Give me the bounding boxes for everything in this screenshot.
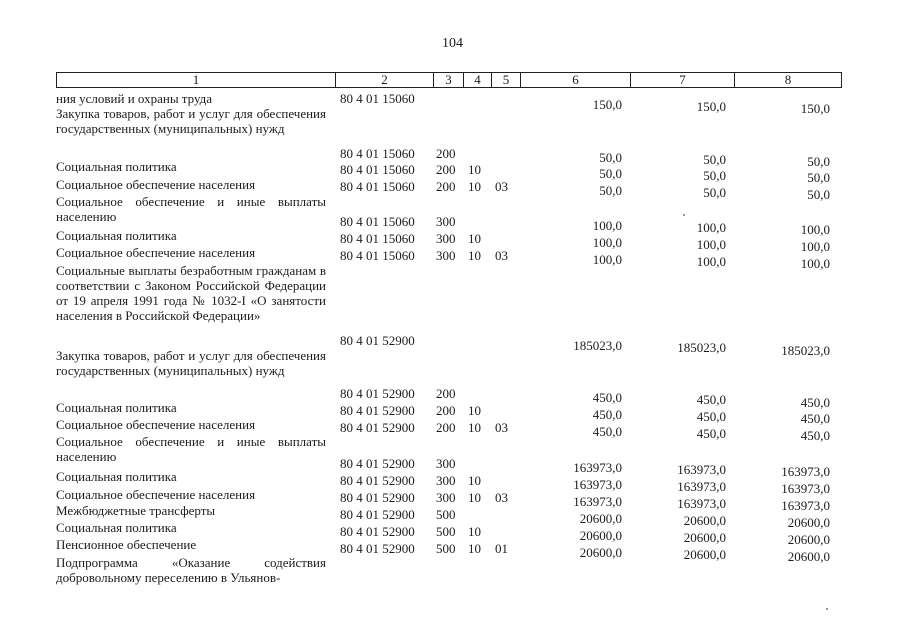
row-value-col7: 450,0	[696, 426, 726, 441]
row-description: Социальная политика	[56, 228, 177, 243]
row-value-col6: 100,0	[592, 252, 622, 267]
row-value-col8: 100,0	[800, 239, 830, 254]
row-code: 80 4 01 15060	[340, 162, 415, 177]
row-description: Подпрограмма «Оказание содействия добровольному переселению в Ульянов-	[56, 555, 326, 585]
scan-speck	[826, 608, 828, 610]
row-value-col8: 163973,0	[781, 481, 830, 496]
row-description: Закупка товаров, работ и услуг для обеспечения государственных (муниципальных) нужд	[56, 348, 326, 378]
row-expense-type: 200	[436, 386, 456, 401]
row-value-col6: 50,0	[599, 183, 622, 198]
row-section: 10	[468, 179, 481, 194]
row-expense-type: 300	[436, 473, 456, 488]
row-code: 80 4 01 52900	[340, 490, 415, 505]
row-value-col8: 163973,0	[781, 464, 830, 479]
column-header-5: 5	[491, 72, 520, 88]
row-value-col7: 163973,0	[677, 496, 726, 511]
row-value-col7: 150,0	[696, 99, 726, 114]
row-value-col6: 450,0	[592, 390, 622, 405]
row-value-col7: 100,0	[696, 220, 726, 235]
column-header-7: 7	[630, 72, 734, 88]
page-number: 104	[442, 36, 463, 51]
row-value-col8: 20600,0	[787, 549, 830, 564]
row-value-col8: 50,0	[807, 154, 830, 169]
row-value-col8: 50,0	[807, 170, 830, 185]
row-subsection: 01	[495, 541, 508, 556]
row-subsection: 03	[495, 248, 508, 263]
row-subsection: 03	[495, 420, 508, 435]
row-value-col7: 50,0	[703, 185, 726, 200]
row-value-col7: 20600,0	[683, 513, 726, 528]
row-value-col8: 150,0	[800, 101, 830, 116]
row-description: Социальная политика	[56, 159, 177, 174]
row-expense-type: 200	[436, 146, 456, 161]
row-value-col8: 20600,0	[787, 532, 830, 547]
row-description: Пенсионное обеспечение	[56, 537, 197, 552]
row-description: ния условий и охраны труда	[56, 91, 213, 106]
row-description: Социальное обеспечение населения	[56, 177, 256, 192]
row-expense-type: 200	[436, 403, 456, 418]
column-header-1: 1	[56, 72, 335, 88]
row-section: 10	[468, 541, 481, 556]
row-description: Закупка товаров, работ и услуг для обеспечения государственных (муниципальных) нужд	[56, 106, 326, 136]
row-value-col6: 50,0	[599, 150, 622, 165]
row-expense-type: 200	[436, 179, 456, 194]
row-section: 10	[468, 473, 481, 488]
row-subsection: 03	[495, 179, 508, 194]
column-header-8: 8	[734, 72, 842, 88]
column-header-6: 6	[520, 72, 630, 88]
column-header-2: 2	[335, 72, 433, 88]
row-code: 80 4 01 52900	[340, 541, 415, 556]
row-expense-type: 300	[436, 231, 456, 246]
column-header-3: 3	[433, 72, 463, 88]
row-value-col7: 163973,0	[677, 462, 726, 477]
row-value-col8: 100,0	[800, 256, 830, 271]
row-value-col7: 450,0	[696, 409, 726, 424]
row-value-col7: 20600,0	[683, 547, 726, 562]
row-value-col6: 163973,0	[573, 460, 622, 475]
row-value-col7: 100,0	[696, 254, 726, 269]
row-subsection: 03	[495, 490, 508, 505]
row-description: Социальное обеспечение и иные выплаты населению	[56, 194, 326, 224]
row-value-col8: 450,0	[800, 395, 830, 410]
row-section: 10	[468, 420, 481, 435]
row-value-col7: 20600,0	[683, 530, 726, 545]
row-expense-type: 300	[436, 490, 456, 505]
row-section: 10	[468, 403, 481, 418]
row-value-col7: 163973,0	[677, 479, 726, 494]
row-value-col6: 185023,0	[573, 338, 622, 353]
row-value-col6: 100,0	[592, 218, 622, 233]
row-description: Социальное обеспечение населения	[56, 487, 256, 502]
row-value-col8: 450,0	[800, 428, 830, 443]
row-description: Социальное обеспечение населения	[56, 245, 256, 260]
column-header-4: 4	[463, 72, 491, 88]
row-expense-type: 500	[436, 524, 456, 539]
row-section: 10	[468, 231, 481, 246]
row-section: 10	[468, 248, 481, 263]
row-value-col7: 50,0	[703, 152, 726, 167]
row-value-col6: 20600,0	[579, 545, 622, 560]
row-section: 10	[468, 524, 481, 539]
row-code: 80 4 01 52900	[340, 473, 415, 488]
row-value-col8: 185023,0	[781, 343, 830, 358]
row-code: 80 4 01 52900	[340, 456, 415, 471]
row-description: Социальное обеспечение и иные выплаты населению	[56, 434, 326, 464]
row-value-col8: 163973,0	[781, 498, 830, 513]
row-value-col6: 450,0	[592, 424, 622, 439]
row-description: Социальная политика	[56, 469, 177, 484]
row-code: 80 4 01 15060	[340, 248, 415, 263]
row-code: 80 4 01 52900	[340, 507, 415, 522]
row-value-col8: 50,0	[807, 187, 830, 202]
row-code: 80 4 01 15060	[340, 146, 415, 161]
row-code: 80 4 01 15060	[340, 91, 415, 106]
row-code: 80 4 01 15060	[340, 179, 415, 194]
row-value-col8: 20600,0	[787, 515, 830, 530]
row-value-col7: 50,0	[703, 168, 726, 183]
row-code: 80 4 01 52900	[340, 333, 415, 348]
row-code: 80 4 01 15060	[340, 231, 415, 246]
row-code: 80 4 01 52900	[340, 524, 415, 539]
row-code: 80 4 01 52900	[340, 420, 415, 435]
row-value-col6: 150,0	[592, 97, 622, 112]
row-value-col6: 450,0	[592, 407, 622, 422]
row-value-col7: 100,0	[696, 237, 726, 252]
row-value-col7: 450,0	[696, 392, 726, 407]
row-value-col8: 100,0	[800, 222, 830, 237]
row-description: Социальное обеспечение населения	[56, 417, 256, 432]
row-code: 80 4 01 52900	[340, 386, 415, 401]
row-value-col8: 450,0	[800, 411, 830, 426]
row-code: 80 4 01 15060	[340, 214, 415, 229]
row-value-col7: 185023,0	[677, 340, 726, 355]
scan-speck	[683, 214, 685, 216]
row-value-col6: 50,0	[599, 166, 622, 181]
row-code: 80 4 01 52900	[340, 403, 415, 418]
row-value-col6: 20600,0	[579, 528, 622, 543]
row-description: Социальные выплаты безработным гражданам в соответствии с Законом Российской Федерации от 19 апреля 1991 года № 1032-I «О занятости населения в Российской Федерации»	[56, 263, 326, 323]
row-expense-type: 300	[436, 214, 456, 229]
row-description: Социальная политика	[56, 520, 177, 535]
row-expense-type: 200	[436, 420, 456, 435]
row-expense-type: 200	[436, 162, 456, 177]
row-description: Социальная политика	[56, 400, 177, 415]
row-value-col6: 163973,0	[573, 477, 622, 492]
row-expense-type: 300	[436, 456, 456, 471]
row-value-col6: 100,0	[592, 235, 622, 250]
row-description: Межбюджетные трансферты	[56, 503, 216, 518]
row-expense-type: 500	[436, 541, 456, 556]
row-expense-type: 300	[436, 248, 456, 263]
row-expense-type: 500	[436, 507, 456, 522]
row-section: 10	[468, 490, 481, 505]
row-value-col6: 20600,0	[579, 511, 622, 526]
row-value-col6: 163973,0	[573, 494, 622, 509]
row-section: 10	[468, 162, 481, 177]
